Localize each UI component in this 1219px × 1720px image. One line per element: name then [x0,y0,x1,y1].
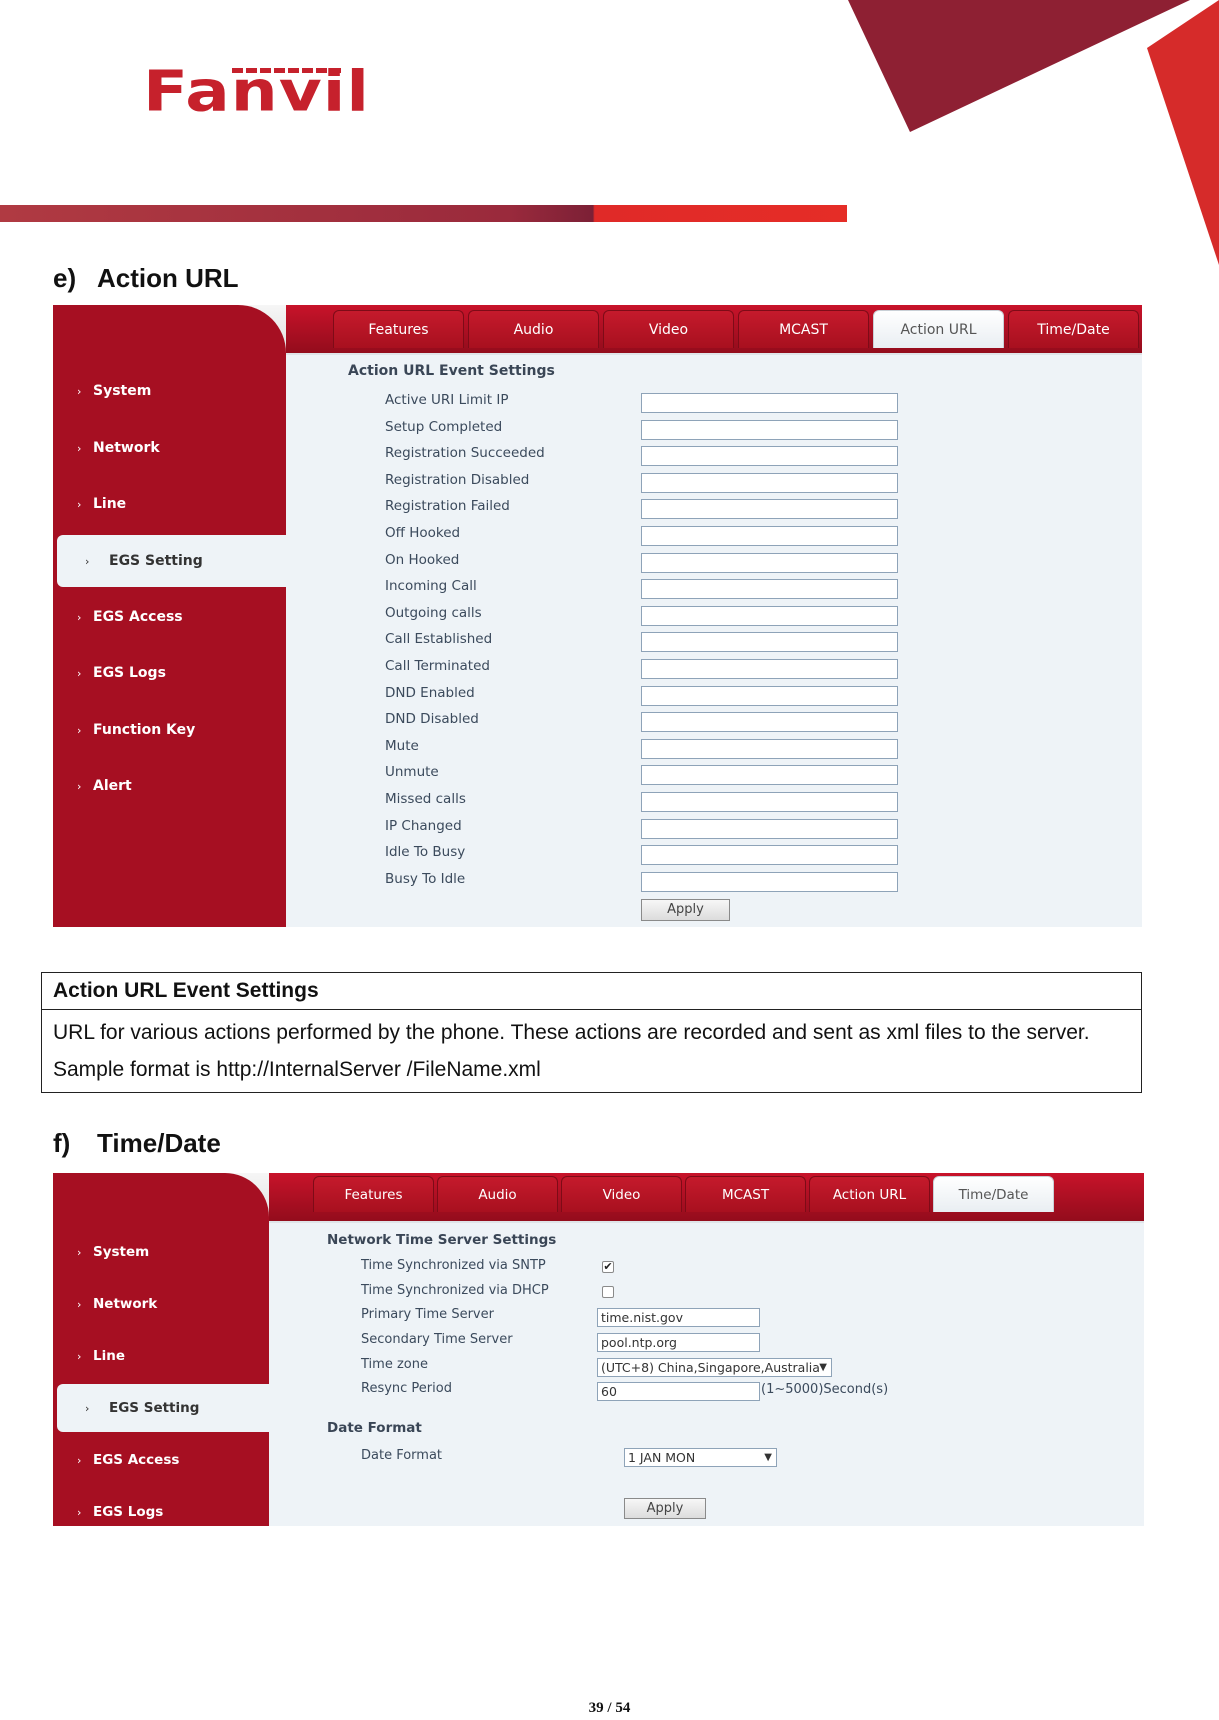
apply-button[interactable]: Apply [624,1498,706,1519]
field-label: Unmute [385,764,439,780]
tab-time-date[interactable]: Time/Date [933,1176,1054,1212]
field-input[interactable] [641,792,898,812]
field-input[interactable] [641,499,898,519]
sidebar-item-system[interactable]: › System [53,1238,269,1266]
field-input[interactable] [641,659,898,679]
group-title: Action URL Event Settings [348,363,555,379]
section-e-heading [53,263,239,294]
chevron-right-icon: › [77,611,82,624]
tab-audio[interactable]: Audio [437,1176,558,1212]
sidebar-item-egs-logs[interactable]: › EGS Logs [53,1498,269,1526]
chevron-right-icon: › [77,1246,82,1259]
resync-label: Resync Period [361,1381,452,1396]
chevron-right-icon: › [77,498,82,511]
resync-input[interactable]: 60 [597,1382,760,1401]
field-label: Call Terminated [385,658,490,674]
dhcp-label: Time Synchronized via DHCP [361,1283,549,1298]
date-format-select[interactable] [624,1448,777,1467]
timezone-value: (UTC+8) China,Singapore,Australia [601,1360,820,1375]
sidebar-item-egs-setting[interactable]: › EGS Setting [57,535,286,587]
secondary-server-label: Secondary Time Server [361,1332,513,1347]
fanvil-logo: Fanvil [143,58,371,125]
chevron-right-icon: › [77,724,82,737]
sidebar-item-line[interactable]: › Line [53,1342,269,1370]
chevron-right-icon: › [77,1454,82,1467]
field-label: Registration Disabled [385,472,530,488]
dhcp-checkbox[interactable] [602,1286,614,1298]
sidebar-item-egs-access[interactable]: › EGS Access [53,1446,269,1474]
resync-suffix: (1~5000)Second(s) [761,1382,889,1397]
sidebar-item-egs-access[interactable]: › EGS Access [53,603,286,631]
chevron-right-icon: › [77,780,82,793]
field-label: Call Established [385,631,493,647]
field-label: Outgoing calls [385,605,482,621]
chevron-right-icon: › [77,442,82,455]
header-bar [0,205,847,222]
timezone-select[interactable] [597,1358,832,1377]
tab-action-url[interactable]: Action URL [873,310,1004,348]
field-input[interactable] [641,739,898,759]
section-f-heading [53,1128,221,1159]
sidebar-item-function-key[interactable]: › Function Key [53,716,286,744]
chevron-right-icon: › [77,385,82,398]
description-table [41,972,1142,1093]
field-label: Registration Succeeded [385,445,545,461]
sidebar-item-alert[interactable]: › Alert [53,772,286,800]
section-e-letter: e) [53,263,77,293]
field-input[interactable] [641,765,898,785]
field-label: Active URI Limit IP [385,392,509,408]
field-input[interactable] [641,526,898,546]
field-input[interactable] [641,819,898,839]
sidebar-item-system[interactable]: › System [53,377,286,405]
field-input[interactable] [641,845,898,865]
field-input[interactable] [641,420,898,440]
dropdown-arrow-icon: ▼ [819,1362,827,1373]
chevron-right-icon: › [77,1298,82,1311]
field-label: Setup Completed [385,419,503,435]
date-format-value: 1 JAN MON [628,1450,696,1465]
page-number: 39 / 54 [588,1700,631,1716]
secondary-server-input[interactable]: pool.ntp.org [597,1333,760,1352]
field-label: Registration Failed [385,498,510,514]
sidebar-item-network[interactable]: › Network [53,434,286,462]
apply-button[interactable]: Apply [641,899,730,921]
field-input[interactable] [641,632,898,652]
field-input[interactable] [641,446,898,466]
action-url-panel [53,305,1142,927]
primary-server-input[interactable]: time.nist.gov [597,1308,760,1327]
tab-mcast[interactable]: MCAST [738,310,869,348]
header-decoration [0,0,1219,270]
tab-video[interactable]: Video [603,310,734,348]
table-header: Action URL Event Settings [42,973,1142,1010]
table-body: URL for various actions performed by the phone. These actions are recorded and sent as xml files to the server. Sample format is http://InternalServer /FileName.xml [42,1010,1142,1093]
field-label: Incoming Call [385,578,477,594]
tab-features[interactable]: Features [313,1176,434,1212]
field-label: Busy To Idle [385,871,466,887]
field-input[interactable] [641,686,898,706]
tab-time-date[interactable]: Time/Date [1008,310,1139,348]
chevron-right-icon: › [77,667,82,680]
sidebar [53,305,286,927]
date-format-label: Date Format [361,1448,443,1463]
field-input[interactable] [641,393,898,413]
field-input[interactable] [641,473,898,493]
field-label: DND Disabled [385,711,479,727]
sidebar-item-egs-logs[interactable]: › EGS Logs [53,659,286,687]
sidebar-item-network[interactable]: › Network [53,1290,269,1318]
sidebar [53,1173,269,1526]
field-label: Off Hooked [385,525,461,541]
sidebar-item-egs-setting[interactable]: › EGS Setting [57,1384,269,1432]
tab-action-url[interactable]: Action URL [809,1176,930,1212]
tab-features[interactable]: Features [333,310,464,348]
field-label: On Hooked [385,552,460,568]
section-e-title: Action URL [97,263,239,293]
chevron-right-icon: › [77,1506,82,1519]
field-label: Mute [385,738,419,754]
field-input[interactable] [641,553,898,573]
field-label: Missed calls [385,791,466,807]
field-label: IP Changed [385,818,462,834]
sntp-label: Time Synchronized via SNTP [361,1258,546,1273]
sidebar-item-line[interactable]: › Line [53,490,286,518]
field-label: Idle To Busy [385,844,466,860]
sntp-checkbox[interactable]: ✔ [603,1261,613,1273]
field-input[interactable] [641,606,898,626]
date-group-title: Date Format [327,1420,422,1436]
section-f-letter: f) [53,1128,71,1158]
field-input[interactable] [641,872,898,892]
section-f-title: Time/Date [97,1128,221,1158]
timezone-label: Time zone [361,1357,428,1372]
field-input[interactable] [641,712,898,732]
field-label: DND Enabled [385,685,475,701]
chevron-right-icon: › [77,1350,82,1363]
primary-server-label: Primary Time Server [361,1307,494,1322]
tab-video[interactable]: Video [561,1176,682,1212]
field-input[interactable] [641,579,898,599]
chevron-right-icon: › [85,1402,90,1415]
tab-mcast[interactable]: MCAST [685,1176,806,1212]
chevron-right-icon: › [85,555,90,568]
time-date-panel [53,1173,1144,1526]
ntp-group-title: Network Time Server Settings [327,1232,557,1248]
dropdown-arrow-icon: ▼ [764,1452,772,1463]
tab-audio[interactable]: Audio [468,310,599,348]
